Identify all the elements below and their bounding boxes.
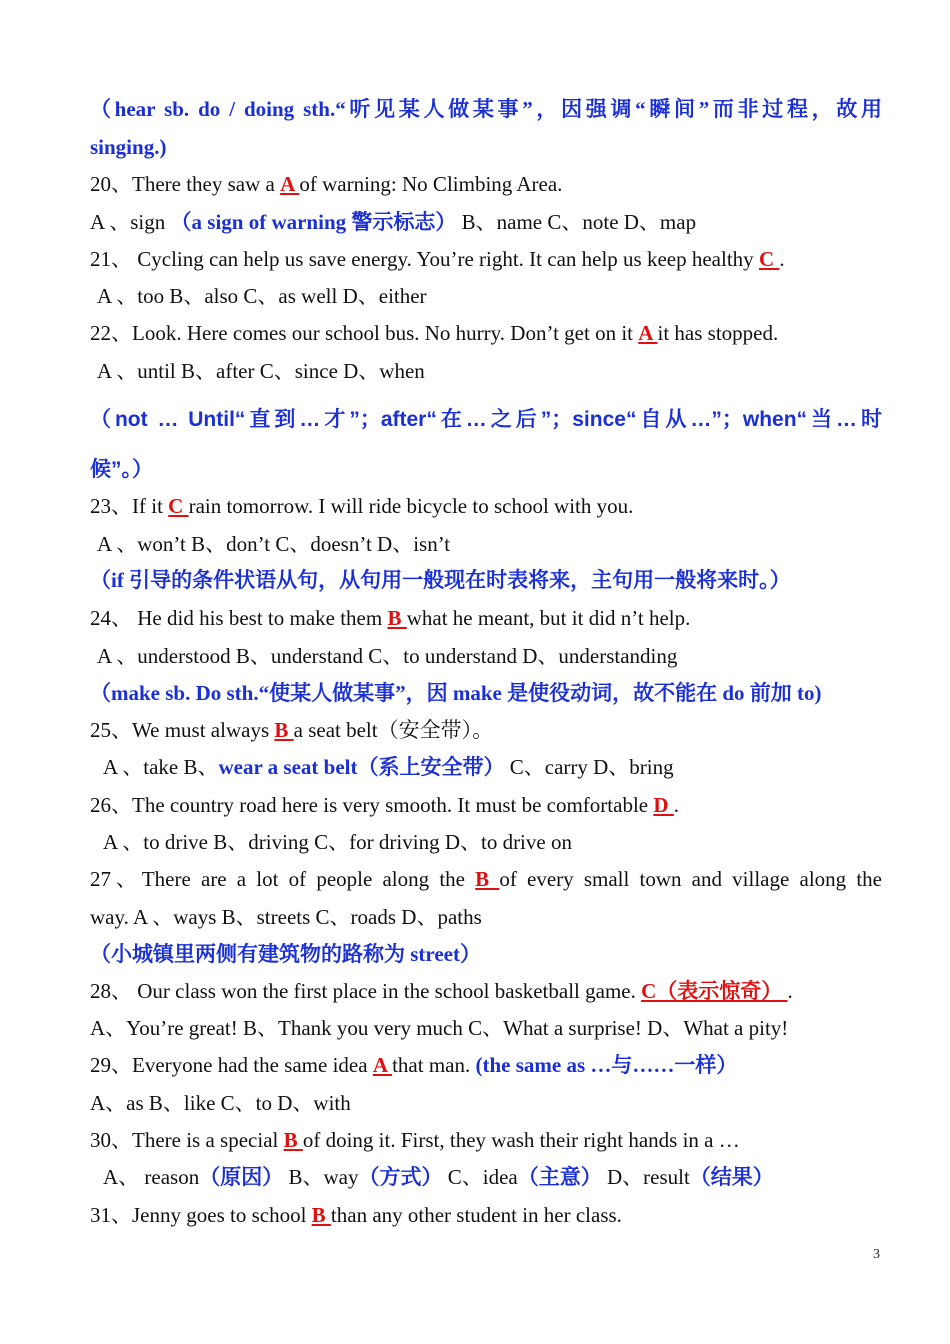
- question-28: 28、 Our class won the first place in the school basketball game. C（表示惊奇） .: [90, 979, 793, 1003]
- note-hear-line1: （hear sb. do / doing sth.“听见某人做某事”，因强调“瞬间”而非过程，故用: [90, 97, 882, 121]
- question-31: 31、Jenny goes to school B than any other student in her class.: [90, 1203, 622, 1227]
- options-29: A、as B、like C、to D、with: [90, 1091, 351, 1115]
- note-24: （make sb. Do sth.“使某人做某事”，因 make 是使役动词，故不能在 do 前加 to): [90, 681, 822, 705]
- answer-27: B: [475, 867, 500, 891]
- note-22-line1: （not … Until“直到…才”；after“在…之后”；since“自从…”；when“当…时: [90, 408, 882, 431]
- options-20: A 、sign （a sign of warning 警示标志） B、name C、note D、map: [90, 210, 697, 234]
- answer-21: C: [758, 247, 780, 271]
- answer-31: B: [311, 1203, 331, 1227]
- options-22: A 、until B、after C、since D、when: [97, 359, 425, 383]
- answer-28: C（表示惊奇）: [641, 979, 788, 1003]
- note-hear-line2: singing.): [90, 135, 167, 159]
- question-27: 27、There are a lot of people along the B of every small town and village along the: [90, 867, 882, 891]
- note-29: (the same as …与……一样）: [475, 1053, 738, 1077]
- page-number: 3: [873, 1247, 880, 1262]
- answer-29: A: [372, 1053, 393, 1077]
- note-25: wear a seat belt（系上安全带）: [218, 755, 505, 779]
- answer-25: B: [274, 718, 294, 742]
- answer-23: C: [168, 494, 189, 518]
- note-22-line2: 候”。）: [90, 458, 153, 481]
- answer-24: B: [387, 606, 407, 630]
- question-21: 21、 Cycling can help us save energy. You’re right. It can help us keep healthy C .: [90, 247, 785, 271]
- options-28: A、You’re great! B、Thank you very much C、What a surprise! D、What a pity!: [90, 1016, 789, 1040]
- answer-30: B: [283, 1128, 303, 1152]
- question-25: 25、We must always B a seat belt（安全带）。: [90, 718, 494, 742]
- question-20: 20、There they saw a A of warning: No Climbing Area.: [90, 172, 563, 196]
- options-24: A 、understood B、understand C、to understand D、understanding: [97, 644, 678, 668]
- question-26: 26、The country road here is very smooth. It must be comfortable D .: [90, 793, 680, 817]
- options-26: A 、to drive B、driving C、for driving D、to drive on: [103, 830, 572, 854]
- question-22: 22、Look. Here comes our school bus. No hurry. Don’t get on it A it has stopped.: [90, 321, 779, 345]
- note-23: （if 引导的条件状语从句，从句用一般现在时表将来，主句用一般将来时。）: [90, 568, 791, 592]
- question-30: 30、There is a special B of doing it. First, they wash their right hands in a …: [90, 1128, 740, 1152]
- note-27: （小城镇里两侧有建筑物的路称为 street）: [90, 942, 481, 966]
- options-30: A、 reason（原因） B、way（方式） C、idea（主意） D、result（结果）: [103, 1165, 774, 1189]
- answer-22: A: [638, 321, 658, 345]
- answer-20: A: [280, 172, 300, 196]
- options-21: A 、too B、also C、as well D、either: [97, 284, 427, 308]
- options-27: way. A 、ways B、streets C、roads D、paths: [90, 905, 482, 929]
- question-23: 23、If it C rain tomorrow. I will ride bicycle to school with you.: [90, 494, 634, 518]
- options-23: A 、won’t B、don’t C、doesn’t D、isn’t: [97, 532, 451, 556]
- question-24: 24、 He did his best to make them B what he meant, but it did n’t help.: [90, 606, 691, 630]
- note-20: （a sign of warning 警示标志）: [170, 210, 457, 234]
- question-29: 29、Everyone had the same idea A that man. (the same as …与……一样）: [90, 1053, 738, 1077]
- answer-26: D: [653, 793, 674, 817]
- options-25: A 、take B、wear a seat belt（系上安全带） C、carry D、bring: [103, 755, 674, 779]
